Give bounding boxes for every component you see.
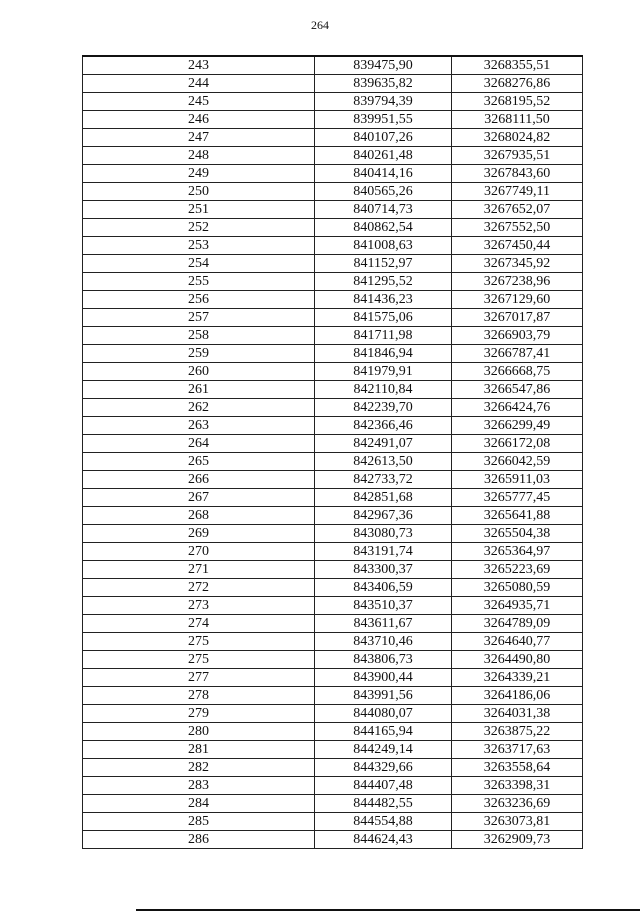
y-coordinate-cell: 3263717,63 [452,741,583,759]
x-coordinate-cell: 842613,50 [315,453,452,471]
table-row [83,561,583,579]
y-coordinate-cell: 3267749,11 [452,183,583,201]
table-row [83,633,583,651]
x-coordinate-cell: 840414,16 [315,165,452,183]
table-row [83,147,583,165]
x-coordinate-cell: 840107,26 [315,129,452,147]
table-row [83,795,583,813]
y-coordinate-cell: 3267238,96 [452,273,583,291]
point-number-cell: 250 [83,183,315,201]
table-row [83,273,583,291]
coordinates-table [82,55,583,849]
y-coordinate-cell: 3264186,06 [452,687,583,705]
table-row [83,741,583,759]
y-coordinate-cell: 3267843,60 [452,165,583,183]
table-row [83,813,583,831]
table-row [83,435,583,453]
y-coordinate-cell: 3268111,50 [452,111,583,129]
point-number-cell: 249 [83,165,315,183]
point-number-cell: 252 [83,219,315,237]
x-coordinate-cell: 840714,73 [315,201,452,219]
point-number-cell: 260 [83,363,315,381]
y-coordinate-cell: 3266787,41 [452,345,583,363]
x-coordinate-cell: 843510,37 [315,597,452,615]
point-number-cell: 259 [83,345,315,363]
point-number-cell: 273 [83,597,315,615]
x-coordinate-cell: 843991,56 [315,687,452,705]
table-row [83,309,583,327]
point-number-cell: 253 [83,237,315,255]
y-coordinate-cell: 3268355,51 [452,56,583,75]
x-coordinate-cell: 842967,36 [315,507,452,525]
point-number-cell: 266 [83,471,315,489]
y-coordinate-cell: 3265223,69 [452,561,583,579]
table-row [83,111,583,129]
point-number-cell: 264 [83,435,315,453]
table-row [83,129,583,147]
x-coordinate-cell: 841979,91 [315,363,452,381]
x-coordinate-cell: 844165,94 [315,723,452,741]
table-row [83,489,583,507]
point-number-cell: 251 [83,201,315,219]
table-row [83,669,583,687]
point-number-cell: 263 [83,417,315,435]
y-coordinate-cell: 3266042,59 [452,453,583,471]
point-number-cell: 254 [83,255,315,273]
x-coordinate-cell: 843611,67 [315,615,452,633]
x-coordinate-cell: 840261,48 [315,147,452,165]
y-coordinate-cell: 3265364,97 [452,543,583,561]
y-coordinate-cell: 3266547,86 [452,381,583,399]
table-row [83,399,583,417]
table-row [83,615,583,633]
point-number-cell: 261 [83,381,315,399]
y-coordinate-cell: 3265777,45 [452,489,583,507]
table-row [83,777,583,795]
y-coordinate-cell: 3263398,31 [452,777,583,795]
y-coordinate-cell: 3263875,22 [452,723,583,741]
table-row [83,705,583,723]
y-coordinate-cell: 3267017,87 [452,309,583,327]
point-number-cell: 270 [83,543,315,561]
table-row [83,345,583,363]
point-number-cell: 283 [83,777,315,795]
y-coordinate-cell: 3264640,77 [452,633,583,651]
table-row [83,291,583,309]
y-coordinate-cell: 3268024,82 [452,129,583,147]
y-coordinate-cell: 3262909,73 [452,831,583,849]
x-coordinate-cell: 840565,26 [315,183,452,201]
table-row [83,687,583,705]
x-coordinate-cell: 841008,63 [315,237,452,255]
x-coordinate-cell: 842366,46 [315,417,452,435]
x-coordinate-cell: 842239,70 [315,399,452,417]
point-number-cell: 284 [83,795,315,813]
point-number-cell: 274 [83,615,315,633]
point-number-cell: 277 [83,669,315,687]
table-row [83,237,583,255]
table-row [83,56,583,75]
x-coordinate-cell: 843806,73 [315,651,452,669]
y-coordinate-cell: 3267345,92 [452,255,583,273]
table-row [83,381,583,399]
table-row [83,579,583,597]
x-coordinate-cell: 842733,72 [315,471,452,489]
x-coordinate-cell: 842110,84 [315,381,452,399]
table-row [83,363,583,381]
x-coordinate-cell: 839794,39 [315,93,452,111]
point-number-cell: 281 [83,741,315,759]
table-row [83,327,583,345]
coordinates-table-container [82,55,582,849]
x-coordinate-cell: 843191,74 [315,543,452,561]
x-coordinate-cell: 841575,06 [315,309,452,327]
point-number-cell: 258 [83,327,315,345]
x-coordinate-cell: 841152,97 [315,255,452,273]
y-coordinate-cell: 3265641,88 [452,507,583,525]
table-row [83,597,583,615]
x-coordinate-cell: 843900,44 [315,669,452,687]
table-row [83,723,583,741]
y-coordinate-cell: 3265911,03 [452,471,583,489]
point-number-cell: 275 [83,651,315,669]
point-number-cell: 285 [83,813,315,831]
y-coordinate-cell: 3263073,81 [452,813,583,831]
x-coordinate-cell: 844249,14 [315,741,452,759]
y-coordinate-cell: 3263558,64 [452,759,583,777]
table-row [83,507,583,525]
y-coordinate-cell: 3266299,49 [452,417,583,435]
point-number-cell: 247 [83,129,315,147]
x-coordinate-cell: 844554,88 [315,813,452,831]
y-coordinate-cell: 3264031,38 [452,705,583,723]
table-row [83,651,583,669]
point-number-cell: 280 [83,723,315,741]
x-coordinate-cell: 839475,90 [315,56,452,75]
table-row [83,525,583,543]
point-number-cell: 248 [83,147,315,165]
y-coordinate-cell: 3265080,59 [452,579,583,597]
y-coordinate-cell: 3267652,07 [452,201,583,219]
point-number-cell: 279 [83,705,315,723]
point-number-cell: 257 [83,309,315,327]
point-number-cell: 271 [83,561,315,579]
point-number-cell: 272 [83,579,315,597]
table-row [83,471,583,489]
x-coordinate-cell: 843300,37 [315,561,452,579]
table-row [83,183,583,201]
y-coordinate-cell: 3266424,76 [452,399,583,417]
x-coordinate-cell: 839951,55 [315,111,452,129]
x-coordinate-cell: 841711,98 [315,327,452,345]
y-coordinate-cell: 3264935,71 [452,597,583,615]
point-number-cell: 267 [83,489,315,507]
y-coordinate-cell: 3267552,50 [452,219,583,237]
point-number-cell: 275 [83,633,315,651]
table-row [83,255,583,273]
x-coordinate-cell: 840862,54 [315,219,452,237]
table-row [83,75,583,93]
x-coordinate-cell: 843710,46 [315,633,452,651]
page-number: 264 [311,18,329,32]
point-number-cell: 243 [83,56,315,75]
point-number-cell: 246 [83,111,315,129]
table-row [83,165,583,183]
x-coordinate-cell: 844407,48 [315,777,452,795]
x-coordinate-cell: 841436,23 [315,291,452,309]
point-number-cell: 245 [83,93,315,111]
x-coordinate-cell: 841846,94 [315,345,452,363]
x-coordinate-cell: 844080,07 [315,705,452,723]
x-coordinate-cell: 842851,68 [315,489,452,507]
table-row [83,759,583,777]
point-number-cell: 244 [83,75,315,93]
y-coordinate-cell: 3263236,69 [452,795,583,813]
table-row [83,543,583,561]
x-coordinate-cell: 843406,59 [315,579,452,597]
y-coordinate-cell: 3268276,86 [452,75,583,93]
y-coordinate-cell: 3266903,79 [452,327,583,345]
y-coordinate-cell: 3266172,08 [452,435,583,453]
y-coordinate-cell: 3266668,75 [452,363,583,381]
y-coordinate-cell: 3268195,52 [452,93,583,111]
y-coordinate-cell: 3264339,21 [452,669,583,687]
point-number-cell: 278 [83,687,315,705]
y-coordinate-cell: 3267129,60 [452,291,583,309]
point-number-cell: 265 [83,453,315,471]
x-coordinate-cell: 841295,52 [315,273,452,291]
point-number-cell: 268 [83,507,315,525]
y-coordinate-cell: 3267450,44 [452,237,583,255]
x-coordinate-cell: 843080,73 [315,525,452,543]
x-coordinate-cell: 844624,43 [315,831,452,849]
y-coordinate-cell: 3264490,80 [452,651,583,669]
table-row [83,831,583,849]
coordinates-table-body [83,56,583,849]
y-coordinate-cell: 3267935,51 [452,147,583,165]
y-coordinate-cell: 3264789,09 [452,615,583,633]
table-row [83,453,583,471]
point-number-cell: 282 [83,759,315,777]
x-coordinate-cell: 844329,66 [315,759,452,777]
table-row [83,219,583,237]
x-coordinate-cell: 844482,55 [315,795,452,813]
x-coordinate-cell: 842491,07 [315,435,452,453]
footer-rule [136,909,640,911]
y-coordinate-cell: 3265504,38 [452,525,583,543]
point-number-cell: 269 [83,525,315,543]
point-number-cell: 255 [83,273,315,291]
table-row [83,93,583,111]
point-number-cell: 286 [83,831,315,849]
point-number-cell: 262 [83,399,315,417]
x-coordinate-cell: 839635,82 [315,75,452,93]
table-row [83,201,583,219]
point-number-cell: 256 [83,291,315,309]
table-row [83,417,583,435]
